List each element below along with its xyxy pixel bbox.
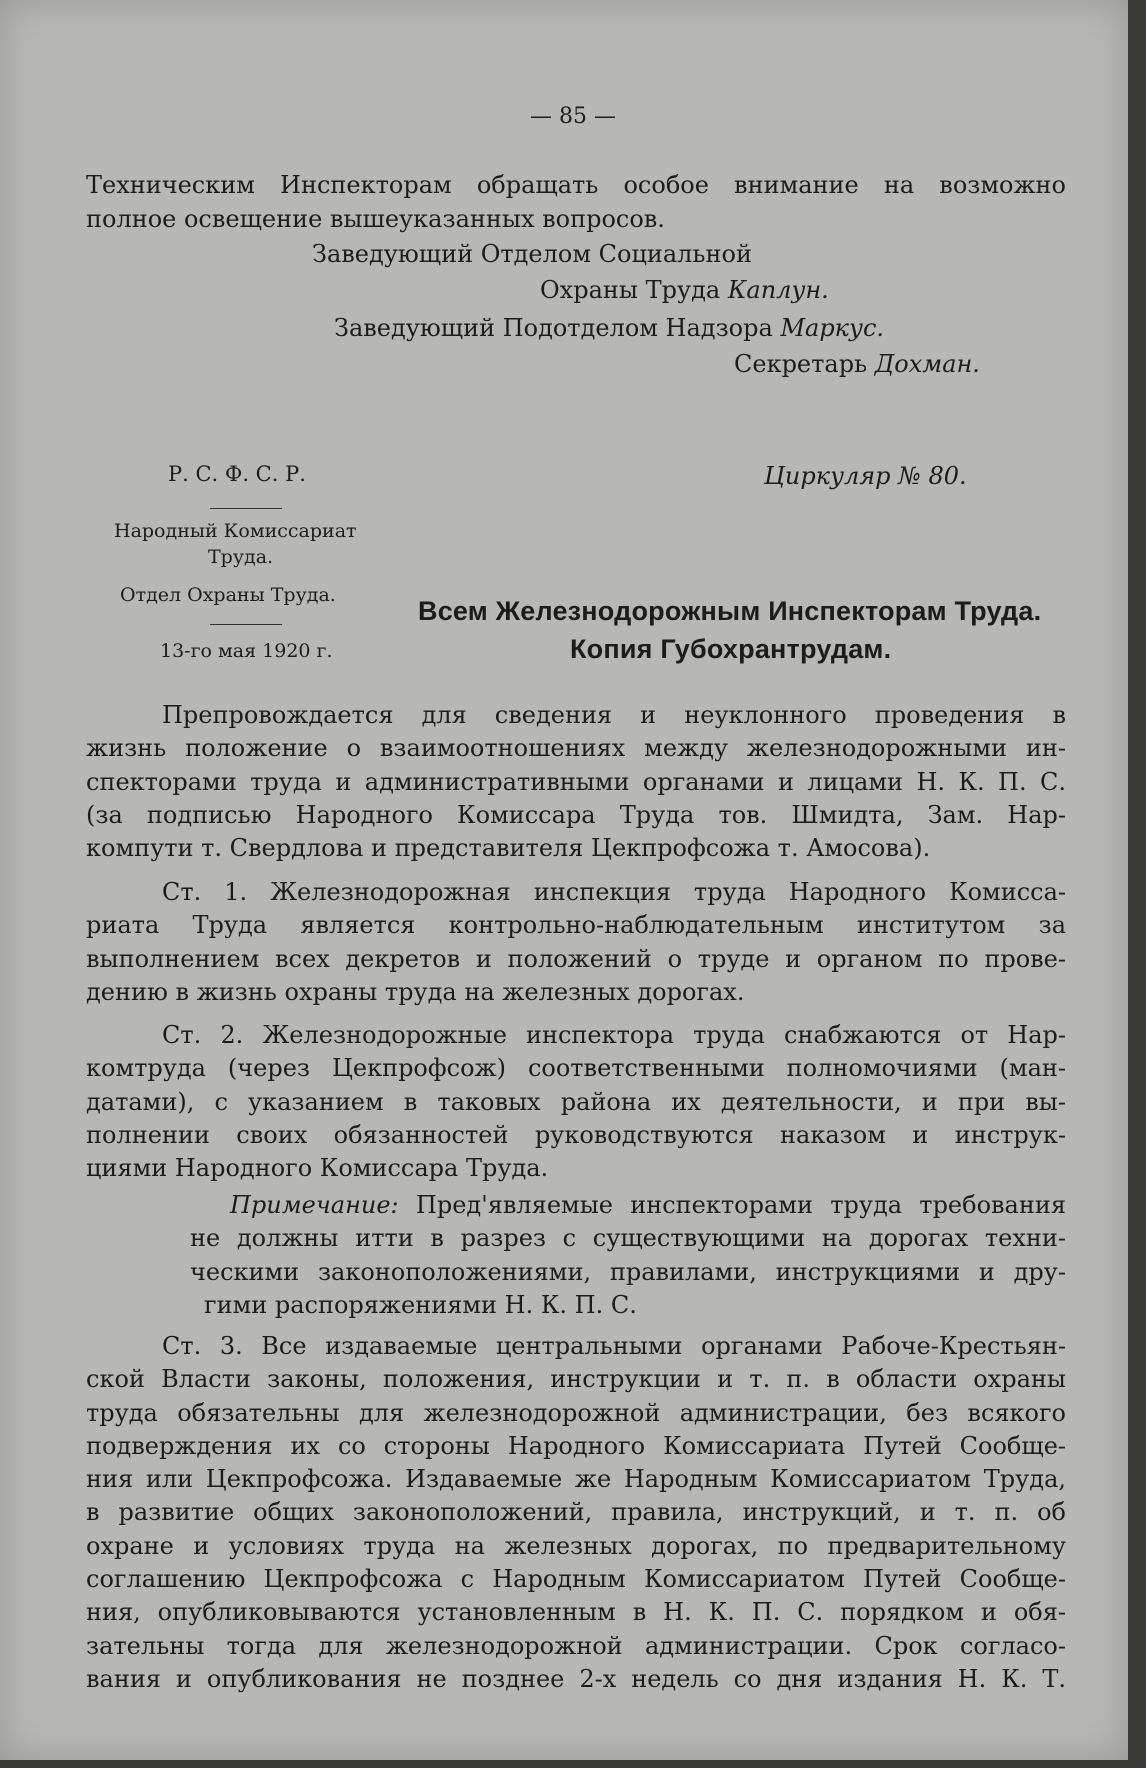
date-label: 13-го мая 1920 г. xyxy=(160,640,333,662)
commissariat-line-2: Труда. xyxy=(208,546,274,568)
text-line: вания и опубликования не позднее 2-х недель со дня издания Н. К. Т. xyxy=(86,1664,1066,1693)
intro-line: полное освещение вышеуказанных вопросов. xyxy=(86,205,665,233)
paragraph-1 xyxy=(86,699,1066,865)
text-line: (за подписью Народного Комиссара Труда тов. Шмидта, Зам. Нар- xyxy=(86,800,1066,829)
text-line: дению в жизнь охраны труда на железных дорогах. xyxy=(86,977,745,1006)
text-line: зательны тогда для железнодорожной администрации. Срок согласо- xyxy=(86,1631,1066,1660)
text-line: датами), с указанием в таковых района их деятельности, и при вы- xyxy=(86,1087,1066,1116)
signature-line-3 xyxy=(334,314,884,342)
divider xyxy=(210,508,282,509)
article-3 xyxy=(86,1330,1066,1696)
text-line: полнении своих обязанностей руководствуются наказом и инструк- xyxy=(86,1120,1066,1149)
signature-title: Заведующий Подотделом Надзора xyxy=(334,314,773,342)
article-1 xyxy=(86,876,1066,1009)
text-line xyxy=(190,1189,1066,1222)
text-line: Ст. 2. Железнодорожные инспектора труда снабжаются от Нар- xyxy=(162,1021,1066,1049)
divider xyxy=(210,624,282,625)
note-text: Пред'являемые инспекторами труда требования xyxy=(415,1191,1066,1219)
text-line: выполнением всех декретов и положений о труде и органом по прове- xyxy=(86,944,1066,973)
document-subtitle: Копия Губохрантрудам. xyxy=(570,634,892,664)
signature-title: Секретарь xyxy=(734,350,868,378)
document-title: Всем Железнодорожным Инспекторам Труда. xyxy=(418,596,1042,626)
signature-line-1: Заведующий Отделом Социальной xyxy=(312,240,752,268)
signature-name: Маркус. xyxy=(780,314,885,342)
article-2 xyxy=(86,1019,1066,1185)
intro-line: Техническим Инспекторам обращать особое внимание на возможно xyxy=(86,171,1066,199)
text-line: спекторами труда и административными органами и лицами Н. К. П. С. xyxy=(86,767,1066,796)
intro-paragraph xyxy=(86,168,1066,236)
text-line: ческими законоположениями, правилами, инструкциями и дру- xyxy=(190,1257,1066,1286)
signature-title: Охраны Труда xyxy=(540,276,721,304)
text-line: комтруда (через Цекпрофсож) соответственными полномочиями (ман- xyxy=(86,1054,1066,1083)
text-line: Препровождается для сведения и неуклонного проведения в xyxy=(162,701,1066,729)
text-line: компути т. Свердлова и представителя Цекпрофсожа т. Амосова). xyxy=(86,834,931,863)
signature-name: Каплун. xyxy=(727,276,829,304)
text-line: труда обязательны для железнодорожной администрации, без всякого xyxy=(86,1398,1066,1427)
note-block xyxy=(190,1189,1066,1322)
text-line: Ст. 3. Все издаваемые центральными органами Рабоче-Крестьян- xyxy=(162,1332,1066,1360)
text-line: охране и условиях труда на железных дорогах, по предварительному xyxy=(86,1531,1066,1560)
text-line: гими распоряжениями Н. К. П. С. xyxy=(204,1290,637,1319)
text-line: ской Власти законы, положения, инструкции и т. п. в области охраны xyxy=(86,1365,1066,1394)
signature-line-2 xyxy=(540,276,829,304)
text-line: ния или Цекпрофсожа. Издаваемые же Народным Комиссариатом Труда, xyxy=(86,1465,1066,1494)
commissariat-line-1: Народный Комиссариат xyxy=(114,520,357,542)
text-line: циями Народного Комиссара Труда. xyxy=(86,1154,549,1183)
signature-line-4 xyxy=(734,350,980,378)
text-line: Ст. 1. Железнодорожная инспекция труда Народного Комисса- xyxy=(162,878,1066,906)
page-number: — 85 — xyxy=(530,104,616,129)
text-line: не должны итти в разрез с существующими на дорогах техни- xyxy=(190,1224,1066,1253)
note-label: Примечание: xyxy=(230,1191,399,1219)
text-line: в развитие общих законоположений, правила, инструкций, и т. п. об xyxy=(86,1498,1066,1527)
republic-label: Р. С. Ф. С. Р. xyxy=(168,462,306,486)
text-line: ния, опубликовываются установленным в Н. К. П. С. порядком и обя- xyxy=(86,1598,1066,1627)
text-line: подверждения их со стороны Народного Комиссариата Путей Сообще- xyxy=(86,1431,1066,1460)
department-label: Отдел Охраны Труда. xyxy=(120,584,336,606)
signature-name: Дохман. xyxy=(874,350,980,378)
text-line: риата Труда является контрольно-наблюдательным институтом за xyxy=(86,911,1066,940)
text-line: соглашению Цекпрофсожа с Народным Комиссариатом Путей Сообще- xyxy=(86,1565,1066,1594)
text-line: жизнь положение о взаимоотношениях между железнодорожными ин- xyxy=(86,734,1066,763)
circular-number: Циркуляр № 80. xyxy=(764,462,967,490)
